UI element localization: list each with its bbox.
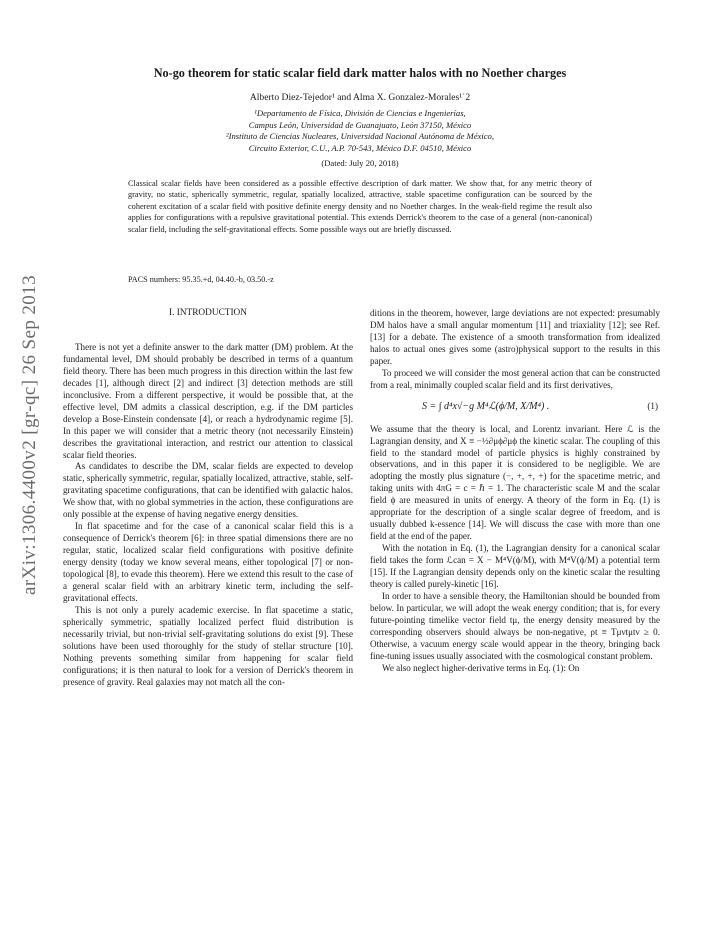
date-line: (Dated: July 20, 2018)	[321, 158, 399, 168]
affiliation-line: Circuito Exterior, C.U., A.P. 70-543, México D.F. 04510, México	[248, 142, 472, 153]
body-paragraph: In order to have a sensible theory, the Hamiltonian should be bounded from below. In particular, we will adopt the weak energy condition; that is, for every future-pointing timelike vector field tμ, the energy density measured by the corresponding observers should always be non-negative, ρt ≡ Tμνtμtν ≥ 0. Otherwise, a vacuum energy scale would appear in the theory, bringing back fine-tuning issues usually associated with the cosmological constant problem.	[370, 590, 660, 661]
arxiv-id: arXiv:1306.4400v2 [gr-qc] 26 Sep 2013	[19, 275, 40, 595]
affiliation-line: ¹Departamento de Física, División de Ciencias e Ingenierías,	[254, 108, 466, 118]
body-paragraph: As candidates to describe the DM, scalar fields are expected to develop static, spherically symmetric, regular, spatially localized, attractive, stable, self-gravitating spacetime configurations, that can be identified with galactic halos. We show that, with no global symmetries in the action, these configurations are only possible at the expense of having negative energy densities.	[63, 461, 353, 520]
affiliation-line: Campus León, Universidad de Guanajuato, León 37150, México	[248, 119, 472, 130]
body-paragraph: With the notation in Eq. (1), the Lagrangian density for a canonical scalar field takes the form ℒcan = X − M⁴V(ϕ/M), with M⁴V(ϕ/M) a potential term [15]. If the Lagrangian density depends only on the kinetic scalar the resulting theory is called purely-kinetic [16].	[370, 543, 660, 590]
right-column	[370, 308, 660, 675]
abstract: Classical scalar fields have been considered as a possible effective description of dark matter. We show that, for any metric theory of gravity, no static, spherically symmetric, regular, spatially localized, attractive, stable spacetime configuration can be sourced by the coherent excitation of a scalar field with positive definite energy density and no Noether charges. In the weak-field regime the result also applies for configurations with a repulsive gravitational potential. This extends Derrick's theorem to the case of a general (non-canonical) scalar field, including the self-gravitational effects. Some possible ways out are briefly discussed.	[128, 179, 592, 234]
body-paragraph: We also neglect higher-derivative terms in Eq. (1): On	[382, 662, 580, 673]
pacs-numbers: PACS numbers: 95.35.+d, 04.40.-b, 03.50.-z	[128, 275, 274, 284]
equation-body: S = ∫ d⁴x√−g M⁴ℒ(ϕ/M, X/M⁴) .	[422, 400, 550, 412]
equation-number: (1)	[647, 400, 658, 411]
body-paragraph: ditions in the theorem, however, large deviations are not expected: presumably DM halos have a small angular momentum [11] and triaxiality [12]; see Ref. [13] for a debate. The existence of a smooth transformation from idealized halos to actual ones gives some (astro)physical support to the results in this paper.	[370, 308, 660, 366]
affiliations	[60, 108, 660, 154]
left-column	[63, 308, 353, 689]
body-paragraph: There is not yet a definite answer to the dark matter (DM) problem. At the fundamental level, DM should probably be described in terms of a quantum field theory. There has been much progress in this direction within the last few decades [1], although direct [2] and indirect [3] detection methods are still inconclusive. From a different perspective, it would be possible that, at the effective level, DM admits a classical description, e.g. if the DM particles develop a Bose-Einstein condensate [4], or reach a hydrodynamic regime [5]. In this paper we will consider that a metric theory (not necessarily Einstein) describes the gravitational interaction, and restrict our attention to classical scalar field theories.	[63, 341, 353, 460]
body-paragraph: This is not only a purely academic exercise. In flat spacetime a static, spherically symmetric, spatially localized perfect fluid distribution is necessarily trivial, but non-trivial self-gravitating solutions do exist [9]. These solutions have been used thoroughly for the study of stellar structure [10]. Nothing prevents something similar from happening for scalar field configurations; it is then natural to look for a version of Derrick's theorem in presence of gravity. Real galaxies may not match all the con-	[63, 604, 353, 687]
paper-title: No-go theorem for static scalar field dark matter halos with no Noether charges	[153, 66, 567, 80]
affiliation-line: ²Instituto de Ciencias Nucleares, Universidad Nacional Autónoma de México,	[226, 131, 494, 142]
author-list: Alberto Diez-Tejedor¹ and Alma X. Gonzalez-Morales¹˙2	[249, 92, 471, 103]
section-heading: I. INTRODUCTION	[169, 308, 247, 318]
body-paragraph: To proceed we will consider the most general action that can be constructed from a real, minimally coupled scalar field and its first derivatives,	[370, 367, 660, 390]
equation-1	[370, 401, 660, 413]
body-paragraph: In flat spacetime and for the case of a canonical scalar field this is a consequence of Derrick's theorem [6]: in three spatial dimensions there are no regular, static, localized scalar field configurations with positive definite energy density (today we know several means, either topological [7] or non-topological [8], to evade this theorem). Here we extend this result to the case of a general scalar field with an arbitrary kinetic term, including the self-gravitational effects.	[63, 521, 353, 603]
arxiv-sidebar-stamp	[17, 240, 43, 630]
body-paragraph: We assume that the theory is local, and Lorentz invariant. Here ℒ is the Lagrangian density, and X ≡ −½∂μϕ∂μϕ the kinetic scalar. The coupling of this field to the standard model of particle physics is highly constrained by observations, and in this paper it is considered to be negligible. We are adopting the mostly plus signature (−, +, +, +) for the spacetime metric, and taking units with 4πG = c = ℏ = 1. The characteristic scale M and the scalar field ϕ are measured in units of energy. A theory of the form in Eq. (1) is appropriate for the description of a single scalar degree of freedom, and is usually dubbed k-essence [14]. We will discuss the case with more than one field at the end of the paper.	[370, 423, 660, 542]
